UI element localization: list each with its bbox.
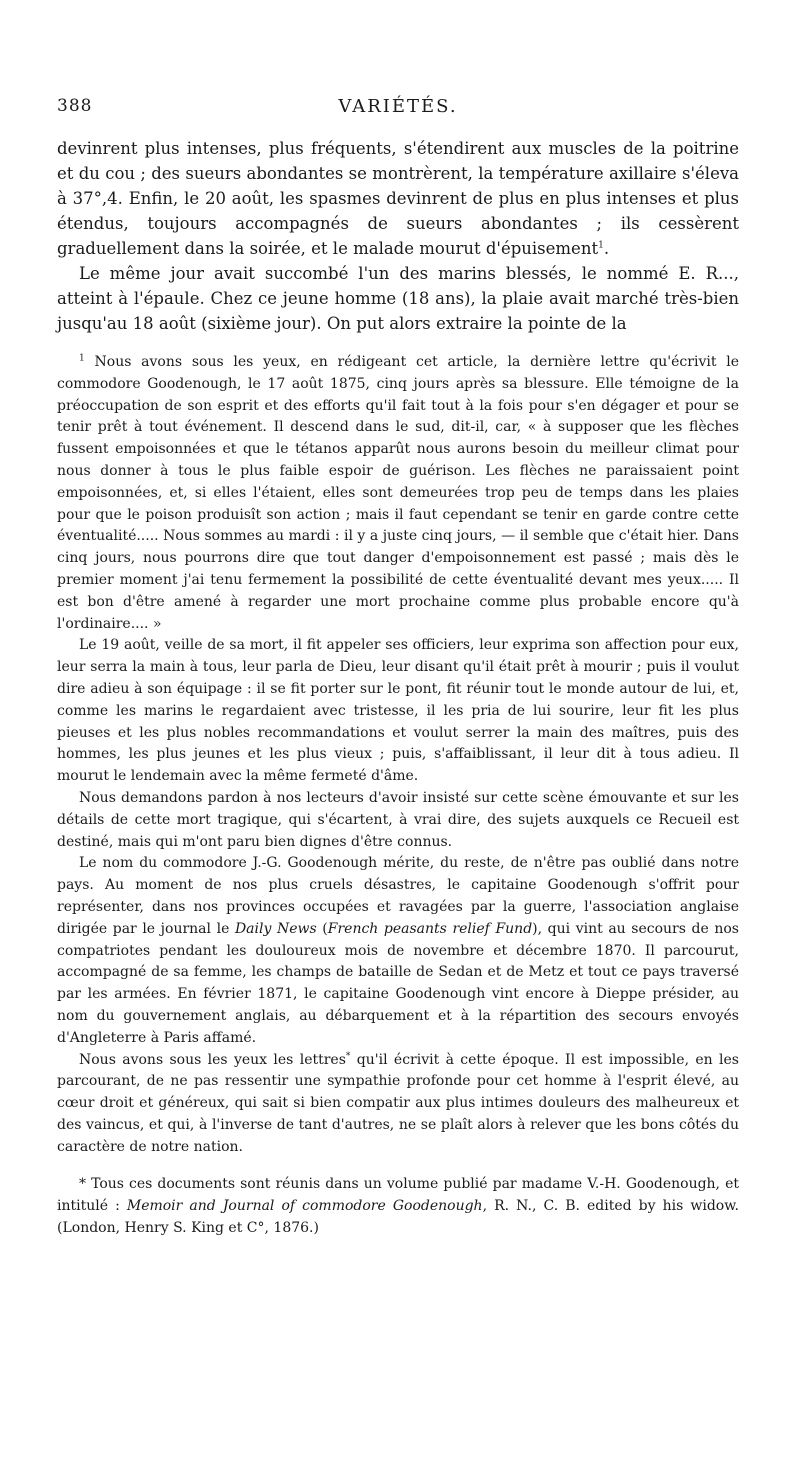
paragraph-text: .	[603, 239, 610, 258]
footnote-text: Tous ces documents sont réunis dans un volume publié par madame V.-H. Goodenough, et intitulé :	[57, 1176, 739, 1215]
paragraph: Le même jour avait succombé l'un des marins blessés, le nommé E. R..., atteint à l'épaule. Chez ce jeune homme (18 ans), la plaie avait marché très-bien jusqu'au 18 août (sixième jour). On put alors extraire la pointe de la	[57, 264, 739, 333]
footnote-text: qu'il écrivit à cette époque. Il est impossible, en les parcourant, de ne pas ressentir une sympathie profonde pour cet homme à l'esprit élevé, au cœur droit et généreux, qui sait si bien compatir aux plus intimes douleurs des malheureux et des vaincus, et qui, à l'inverse de tant d'autres, ne se plaît alors à relever que les bons côtés du caractère de notre nation.	[57, 1051, 739, 1155]
newspaper-title: Daily News	[234, 920, 317, 937]
page-number: 388	[57, 96, 93, 116]
footnote-paragraph: Nous demandons pardon à nos lecteurs d'avoir insisté sur cette scène émouvante et sur les détails de cette mort tragique, qui s'écartent, à vrai dire, des sujets auxquels ce Recueil est destiné, mais qui m'ont paru bien dignes d'être connus.	[57, 789, 739, 850]
book-title: Memoir and Journal of commodore Goodenough	[126, 1198, 483, 1215]
footnote-paragraph: Le 19 août, veille de sa mort, il fit appeler ses officiers, leur exprima son affection pour eux, leur serra la main à tous, leur parla de Dieu, leur disant qu'il était prêt à mourir ; puis il voulut dire adieu à son équipage : il se fit porter sur le pont, fit réunir tout le monde autour de lui, et, comme les marins le regardaient avec tristesse, il les pria de lui sourire, leur fit les plus pieuses et les plus nobles recommandations et voulut serrer la main des maîtres, puis des hommes, les plus jeunes et les plus vieux ; puis, s'affaiblissant, il leur dit à tous adieu. Il mourut le lendemain avec la même fermeté d'âme.	[57, 637, 739, 785]
footnote-text: ), qui vint au secours de nos compatriotes pendant les douloureux mois de novembre et décembre 1870. Il parcourut, accompagné de sa femme, les champs de bataille de Sedan et de Metz et tout ce pays traversé par les armées. En février 1871, le capitaine Goodenough vint encore à Dieppe présider, au nom du gouvernement anglais, au débarquement et à la répartition des secours envoyés d'Angleterre à Paris affamé.	[57, 920, 739, 1046]
footnote-mark: *	[79, 1176, 86, 1193]
footnote-1	[57, 352, 739, 1158]
paragraph	[57, 136, 739, 261]
footnote-text: (	[316, 920, 328, 937]
paragraph-text: devinrent plus intenses, plus fréquents, s'étendirent aux muscles de la poitrine et du cou ; des sueurs abondantes se montrèrent, la température axillaire s'éleva à 37°,4. Enfin, le 20 août, les spasmes devinrent de plus en plus intenses et plus étendus, toujours accompagnés de sueurs abondantes ; ils cessèrent graduellement dans la soirée, et le malade mourut d'épuisement	[57, 139, 739, 258]
page	[57, 0, 739, 1240]
running-head	[57, 96, 739, 136]
footnote-2	[57, 1174, 739, 1239]
footnote-text: Nous avons sous les yeux les lettres	[79, 1051, 346, 1068]
footnote-paragraph	[57, 1174, 739, 1239]
footnote-text: Nous avons sous les yeux, en rédigeant cet article, la dernière lettre qu'écrivit le commodore Goodenough, le 17 août 1875, cinq jours après sa blessure. Elle témoigne de la préoccupation de son esprit et des efforts qu'il fait tout à la fois pour s'en dégager et pour se tenir prêt à tout événement. Il descend dans le sud, dit-il, car, « à supposer que les flèches fussent empoisonnées et que le tétanos apparût nous aurons besoin du meilleur climat pour nous donner à tous le plus faible espoir de guérison. Les flèches ne paraissaient point empoisonnées, et, si elles l'étaient, elles sont demeurées trop peu de temps dans les plaies pour que le poison produisît son action ; mais il faut cependant se tenir en garde contre cette éventualité..... Nous sommes au mardi : il y a juste cinq jours, — il semble que c'était hier. Dans cinq jours, nous pourrons dire que tout danger d'empoisonnement est passé ; mais dès le premier moment j'ai tenu fermement la possibilité de cette éventualité devant mes yeux..... Il est bon d'être amené à regarder une mort prochaine comme plus probable encore qu'à l'ordinaire.... »	[57, 354, 739, 632]
footnote-mark: 1	[79, 353, 85, 364]
footnote-paragraph	[57, 853, 739, 1049]
main-text	[57, 136, 739, 336]
footnote-reference: 1	[598, 240, 604, 251]
fund-name: French peasants relief Fund	[327, 920, 533, 937]
footnote-text: Le nom du commodore J.-G. Goodenough mérite, du reste, de n'être pas oublié dans notre pays. Au moment de nos plus cruels désastres, le capitaine Goodenough s'offrit pour représenter, dans nos provinces occupées et ravagées par la guerre, l'association anglaise dirigée par le journal le	[57, 855, 739, 937]
footnote-paragraph	[57, 352, 739, 635]
running-title: VARIÉTÉS.	[338, 96, 458, 117]
footnote-reference: *	[345, 1050, 351, 1061]
footnote-paragraph	[57, 1050, 739, 1159]
footnote-text: , R. N., C. B. edited by his widow. (London, Henry S. King et C°, 1876.)	[57, 1198, 739, 1237]
